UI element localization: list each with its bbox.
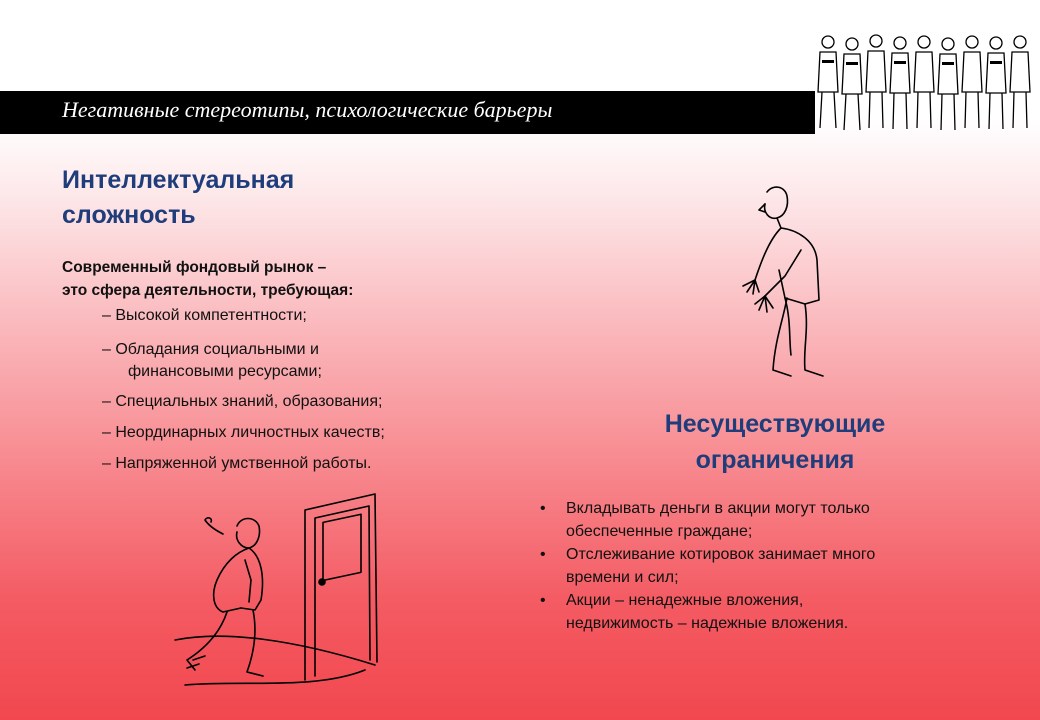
slide-title: Негативные стереотипы, психологические барьеры xyxy=(62,97,553,122)
requirement-item xyxy=(102,391,385,413)
myth-item xyxy=(540,497,1010,543)
crowd-person-7 xyxy=(962,36,982,128)
left-heading xyxy=(62,163,442,233)
right-heading-line: Несуществующие xyxy=(664,410,886,438)
myth-line: обеспеченные граждане; xyxy=(566,523,753,540)
requirement-item xyxy=(102,422,385,444)
myth-line: Вкладывать деньги в акции могут только xyxy=(566,500,870,517)
right-heading xyxy=(560,406,990,478)
crowd-person-5 xyxy=(914,36,934,128)
requirement-line: – Напряженной умственной работы. xyxy=(102,455,372,472)
myth-item xyxy=(540,589,1010,635)
door-window xyxy=(323,514,361,580)
myth-line: недвижимость – надежные вложения. xyxy=(566,615,849,632)
myth-line: Отслеживание котировок занимает много xyxy=(566,546,876,563)
requirement-line: – Обладания социальными и xyxy=(102,341,319,358)
intro-line: Современный фондовый рынок – xyxy=(62,259,327,276)
requirements-list xyxy=(102,305,385,475)
myth-line: времени и сил; xyxy=(566,569,679,586)
crowd-person-4 xyxy=(890,37,910,129)
hunched-man-illustration xyxy=(725,180,835,390)
requirement-item xyxy=(102,339,385,383)
crowd-person-1 xyxy=(818,36,838,128)
crowd-person-6 xyxy=(938,38,958,130)
myth-item xyxy=(540,543,1010,589)
intro-text xyxy=(62,256,353,302)
left-heading-line: Интеллектуальная xyxy=(62,166,295,194)
walker-head xyxy=(237,519,260,549)
door-knob xyxy=(319,579,325,585)
right-heading-line: ограничения xyxy=(695,446,855,474)
myths-list xyxy=(540,497,1010,635)
requirement-line: – Высокой компетентности; xyxy=(102,307,307,324)
requirement-line: – Неординарных личностных качеств; xyxy=(102,424,385,441)
requirement-line: – Специальных знаний, образования; xyxy=(102,393,383,410)
bullet-dot: • xyxy=(540,546,546,563)
crowd-person-8 xyxy=(986,37,1006,129)
crowd-person-9 xyxy=(1010,36,1030,128)
myth-line: Акции – ненадежные вложения, xyxy=(566,592,804,609)
intro-line: это сфера деятельности, требующая: xyxy=(62,282,354,299)
left-heading-line: сложность xyxy=(62,201,196,229)
crowd-person-2 xyxy=(842,38,862,130)
requirement-line: финансовыми ресурсами; xyxy=(128,363,322,380)
bullet-dot: • xyxy=(540,592,546,609)
door-man-illustration xyxy=(165,490,390,695)
crowd-illustration xyxy=(814,30,1040,134)
requirement-item xyxy=(102,453,385,475)
requirement-item xyxy=(102,305,385,327)
bullet-dot: • xyxy=(540,500,546,517)
crowd-person-3 xyxy=(866,35,886,128)
